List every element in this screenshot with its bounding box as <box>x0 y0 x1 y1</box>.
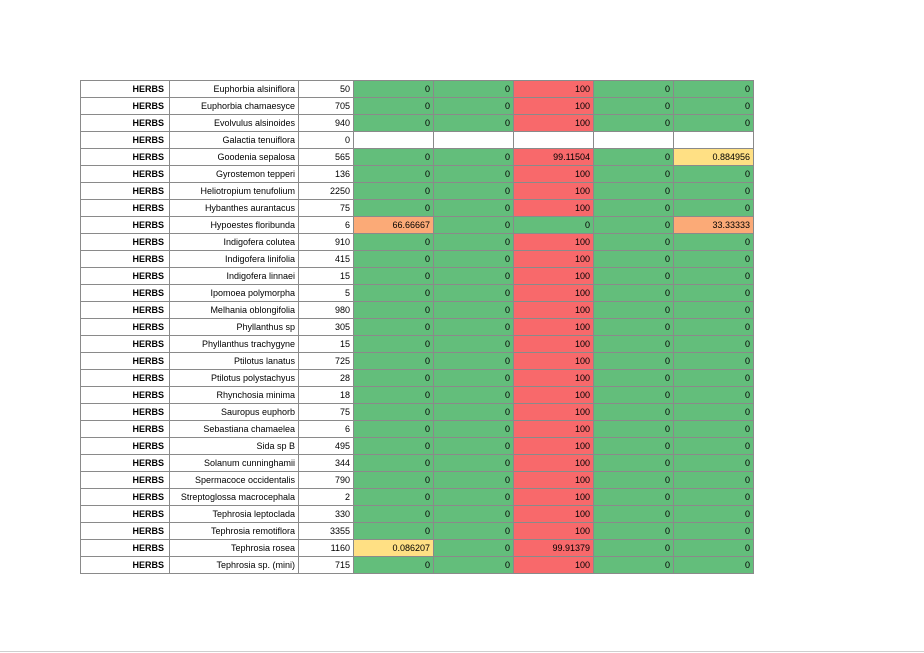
category-cell[interactable]: HERBS <box>81 438 170 455</box>
category-cell[interactable]: HERBS <box>81 472 170 489</box>
count-cell[interactable]: 940 <box>299 115 354 132</box>
percent-cell[interactable]: 0 <box>354 234 434 251</box>
percent-cell[interactable] <box>354 132 434 149</box>
percent-cell[interactable]: 66.66667 <box>354 217 434 234</box>
percent-cell[interactable]: 0 <box>674 81 754 98</box>
percent-cell[interactable]: 0 <box>674 438 754 455</box>
species-cell[interactable]: Gyrostemon tepperi <box>170 166 299 183</box>
percent-cell[interactable]: 33.33333 <box>674 217 754 234</box>
percent-cell[interactable]: 100 <box>514 81 594 98</box>
percent-cell[interactable] <box>594 132 674 149</box>
percent-cell[interactable]: 0 <box>354 268 434 285</box>
percent-cell[interactable]: 0 <box>674 336 754 353</box>
count-cell[interactable]: 705 <box>299 98 354 115</box>
count-cell[interactable]: 0 <box>299 132 354 149</box>
percent-cell[interactable]: 0 <box>354 98 434 115</box>
percent-cell[interactable]: 0.086207 <box>354 540 434 557</box>
percent-cell[interactable]: 0 <box>674 557 754 574</box>
species-cell[interactable]: Rhynchosia minima <box>170 387 299 404</box>
category-cell[interactable]: HERBS <box>81 557 170 574</box>
table-row <box>81 81 754 98</box>
percent-cell[interactable]: 0 <box>434 115 514 132</box>
percent-cell[interactable]: 0 <box>594 217 674 234</box>
page-bottom-divider <box>0 651 924 652</box>
count-cell[interactable]: 15 <box>299 268 354 285</box>
percent-cell[interactable]: 0 <box>674 370 754 387</box>
category-cell[interactable]: HERBS <box>81 132 170 149</box>
species-cell[interactable]: Heliotropium tenufolium <box>170 183 299 200</box>
percent-cell[interactable]: 0 <box>434 489 514 506</box>
table-row <box>81 540 754 557</box>
percent-cell[interactable]: 0 <box>434 557 514 574</box>
percent-cell[interactable]: 0 <box>674 506 754 523</box>
percent-cell[interactable]: 100 <box>514 387 594 404</box>
percent-cell[interactable]: 99.11504 <box>514 149 594 166</box>
percent-cell[interactable]: 0 <box>674 166 754 183</box>
species-cell[interactable]: Ipomoea polymorpha <box>170 285 299 302</box>
percent-cell[interactable]: 0 <box>354 353 434 370</box>
category-cell[interactable]: HERBS <box>81 166 170 183</box>
count-cell[interactable]: 75 <box>299 404 354 421</box>
category-cell[interactable]: HERBS <box>81 285 170 302</box>
count-cell[interactable]: 330 <box>299 506 354 523</box>
category-cell[interactable]: HERBS <box>81 523 170 540</box>
table-row <box>81 115 754 132</box>
count-cell[interactable]: 715 <box>299 557 354 574</box>
percent-cell[interactable]: 0 <box>594 472 674 489</box>
table-row <box>81 132 754 149</box>
percent-cell[interactable]: 100 <box>514 285 594 302</box>
table-row <box>81 489 754 506</box>
category-cell[interactable]: HERBS <box>81 234 170 251</box>
table-row <box>81 421 754 438</box>
percent-cell[interactable]: 0 <box>434 183 514 200</box>
table-row <box>81 370 754 387</box>
percent-cell[interactable]: 0 <box>354 166 434 183</box>
percent-cell[interactable]: 0 <box>354 438 434 455</box>
table-row <box>81 438 754 455</box>
percent-cell[interactable]: 0 <box>594 251 674 268</box>
table-row <box>81 336 754 353</box>
table-row <box>81 472 754 489</box>
category-cell[interactable]: HERBS <box>81 98 170 115</box>
percent-cell[interactable]: 0 <box>434 353 514 370</box>
percent-cell[interactable]: 0 <box>674 98 754 115</box>
table-row <box>81 455 754 472</box>
category-cell[interactable]: HERBS <box>81 370 170 387</box>
percent-cell[interactable]: 0 <box>354 387 434 404</box>
category-cell[interactable]: HERBS <box>81 268 170 285</box>
percent-cell[interactable]: 0 <box>594 523 674 540</box>
percent-cell[interactable]: 0 <box>674 200 754 217</box>
percent-cell[interactable]: 0 <box>434 81 514 98</box>
table-row <box>81 166 754 183</box>
percent-cell[interactable]: 0 <box>674 353 754 370</box>
category-cell[interactable]: HERBS <box>81 353 170 370</box>
percent-cell[interactable]: 100 <box>514 455 594 472</box>
species-cell[interactable]: Indigofera linnaei <box>170 268 299 285</box>
percent-cell[interactable]: 0 <box>354 200 434 217</box>
percent-cell[interactable]: 0 <box>594 489 674 506</box>
table-row <box>81 353 754 370</box>
species-cell[interactable]: Evolvulus alsinoides <box>170 115 299 132</box>
percent-cell[interactable]: 0 <box>674 319 754 336</box>
percent-cell[interactable]: 0 <box>674 489 754 506</box>
percent-cell[interactable]: 0 <box>434 421 514 438</box>
percent-cell[interactable]: 0 <box>354 523 434 540</box>
table-row <box>81 268 754 285</box>
percent-cell[interactable]: 100 <box>514 370 594 387</box>
count-cell[interactable]: 1160 <box>299 540 354 557</box>
percent-cell[interactable]: 0 <box>354 557 434 574</box>
percent-cell[interactable]: 0 <box>594 370 674 387</box>
species-cell[interactable]: Tephrosia rosea <box>170 540 299 557</box>
percent-cell[interactable]: 0 <box>434 455 514 472</box>
percent-cell[interactable]: 0 <box>594 387 674 404</box>
percent-cell[interactable]: 0 <box>354 506 434 523</box>
percent-cell[interactable]: 0 <box>434 98 514 115</box>
percent-cell[interactable]: 0 <box>434 438 514 455</box>
percent-cell[interactable]: 100 <box>514 302 594 319</box>
percent-cell[interactable]: 0 <box>594 98 674 115</box>
percent-cell[interactable]: 0 <box>594 336 674 353</box>
species-cell[interactable]: Hypoestes floribunda <box>170 217 299 234</box>
percent-cell[interactable]: 100 <box>514 557 594 574</box>
percent-cell[interactable]: 100 <box>514 166 594 183</box>
percent-cell[interactable]: 0 <box>594 285 674 302</box>
species-cell[interactable]: Tephrosia leptoclada <box>170 506 299 523</box>
percent-cell[interactable]: 0 <box>354 336 434 353</box>
count-cell[interactable]: 28 <box>299 370 354 387</box>
category-cell[interactable]: HERBS <box>81 302 170 319</box>
table-row <box>81 404 754 421</box>
species-cell[interactable]: Spermacoce occidentalis <box>170 472 299 489</box>
percent-cell[interactable]: 100 <box>514 472 594 489</box>
percent-cell[interactable]: 0 <box>594 557 674 574</box>
percent-cell[interactable]: 0 <box>674 404 754 421</box>
category-cell[interactable]: HERBS <box>81 540 170 557</box>
table-row <box>81 319 754 336</box>
species-cell[interactable]: Melhania oblongifolia <box>170 302 299 319</box>
percent-cell[interactable]: 0 <box>354 370 434 387</box>
category-cell[interactable]: HERBS <box>81 387 170 404</box>
percent-cell[interactable]: 0 <box>594 319 674 336</box>
count-cell[interactable]: 50 <box>299 81 354 98</box>
percent-cell[interactable]: 0 <box>674 540 754 557</box>
percent-cell[interactable]: 0 <box>434 200 514 217</box>
species-cell[interactable]: Goodenia sepalosa <box>170 149 299 166</box>
percent-cell[interactable]: 0 <box>354 404 434 421</box>
count-cell[interactable]: 15 <box>299 336 354 353</box>
category-cell[interactable]: HERBS <box>81 149 170 166</box>
table-row <box>81 523 754 540</box>
percent-cell[interactable]: 100 <box>514 251 594 268</box>
percent-cell[interactable]: 0 <box>434 370 514 387</box>
species-cell[interactable]: Ptilotus lanatus <box>170 353 299 370</box>
category-cell[interactable]: HERBS <box>81 421 170 438</box>
table-row <box>81 98 754 115</box>
species-cell[interactable]: Hybanthes aurantacus <box>170 200 299 217</box>
category-cell[interactable]: HERBS <box>81 217 170 234</box>
count-cell[interactable]: 495 <box>299 438 354 455</box>
species-cell[interactable]: Euphorbia alsiniflora <box>170 81 299 98</box>
percent-cell[interactable]: 100 <box>514 506 594 523</box>
percent-cell[interactable]: 0 <box>674 115 754 132</box>
table-row <box>81 251 754 268</box>
species-cell[interactable]: Sauropus euphorb <box>170 404 299 421</box>
percent-cell[interactable]: 0 <box>674 302 754 319</box>
percent-cell[interactable] <box>514 132 594 149</box>
count-cell[interactable]: 6 <box>299 421 354 438</box>
percent-cell[interactable]: 100 <box>514 353 594 370</box>
percent-cell[interactable]: 0 <box>594 404 674 421</box>
percent-cell[interactable]: 0 <box>434 217 514 234</box>
count-cell[interactable]: 344 <box>299 455 354 472</box>
table-row <box>81 506 754 523</box>
species-cell[interactable]: Tephrosia remotiflora <box>170 523 299 540</box>
count-cell[interactable]: 980 <box>299 302 354 319</box>
percent-cell[interactable]: 0 <box>594 183 674 200</box>
percent-cell[interactable]: 0 <box>434 285 514 302</box>
percent-cell[interactable]: 0 <box>594 81 674 98</box>
count-cell[interactable]: 75 <box>299 200 354 217</box>
percent-cell[interactable]: 0 <box>434 387 514 404</box>
species-cell[interactable]: Sida sp B <box>170 438 299 455</box>
category-cell[interactable]: HERBS <box>81 115 170 132</box>
percent-cell[interactable]: 0 <box>354 421 434 438</box>
percent-cell[interactable]: 0 <box>594 455 674 472</box>
count-cell[interactable]: 725 <box>299 353 354 370</box>
percent-cell[interactable]: 100 <box>514 336 594 353</box>
species-cell[interactable]: Euphorbia chamaesyce <box>170 98 299 115</box>
table-row <box>81 285 754 302</box>
percent-cell[interactable]: 0 <box>434 472 514 489</box>
percent-cell[interactable]: 0 <box>354 115 434 132</box>
category-cell[interactable]: HERBS <box>81 404 170 421</box>
percent-cell[interactable]: 0 <box>434 268 514 285</box>
table-row <box>81 217 754 234</box>
category-cell[interactable]: HERBS <box>81 251 170 268</box>
percent-cell[interactable] <box>674 132 754 149</box>
count-cell[interactable]: 305 <box>299 319 354 336</box>
percent-cell[interactable]: 100 <box>514 319 594 336</box>
count-cell[interactable]: 910 <box>299 234 354 251</box>
percent-cell[interactable]: 0 <box>594 506 674 523</box>
percent-cell[interactable]: 99.91379 <box>514 540 594 557</box>
table-row <box>81 557 754 574</box>
percent-cell[interactable]: 0 <box>594 200 674 217</box>
percent-cell[interactable]: 0 <box>594 166 674 183</box>
percent-cell[interactable]: 0 <box>594 268 674 285</box>
percent-cell[interactable]: 0 <box>354 81 434 98</box>
table-row <box>81 200 754 217</box>
percent-cell[interactable]: 100 <box>514 234 594 251</box>
species-cell[interactable]: Streptoglossa macrocephala <box>170 489 299 506</box>
percent-cell[interactable]: 0 <box>674 472 754 489</box>
count-cell[interactable]: 136 <box>299 166 354 183</box>
category-cell[interactable]: HERBS <box>81 200 170 217</box>
percent-cell[interactable]: 0 <box>354 285 434 302</box>
percent-cell[interactable]: 0 <box>434 302 514 319</box>
percent-cell[interactable]: 0 <box>354 489 434 506</box>
percent-cell[interactable]: 0 <box>354 251 434 268</box>
species-cell[interactable]: Ptilotus polystachyus <box>170 370 299 387</box>
species-cell[interactable]: Solanum cunninghamii <box>170 455 299 472</box>
percent-cell[interactable]: 100 <box>514 438 594 455</box>
percent-cell[interactable]: 0 <box>354 183 434 200</box>
percent-cell[interactable]: 0 <box>594 149 674 166</box>
percent-cell[interactable]: 0 <box>594 302 674 319</box>
category-cell[interactable]: HERBS <box>81 336 170 353</box>
category-cell[interactable]: HERBS <box>81 489 170 506</box>
percent-cell[interactable]: 100 <box>514 200 594 217</box>
category-cell[interactable]: HERBS <box>81 183 170 200</box>
percent-cell[interactable]: 100 <box>514 523 594 540</box>
species-cell[interactable]: Indigofera colutea <box>170 234 299 251</box>
count-cell[interactable]: 2 <box>299 489 354 506</box>
percent-cell[interactable]: 100 <box>514 115 594 132</box>
percent-cell[interactable]: 0 <box>434 523 514 540</box>
count-cell[interactable]: 2250 <box>299 183 354 200</box>
percent-cell[interactable]: 0 <box>674 421 754 438</box>
count-cell[interactable]: 18 <box>299 387 354 404</box>
percent-cell[interactable]: 0 <box>594 421 674 438</box>
percent-cell[interactable]: 0 <box>674 455 754 472</box>
percent-cell[interactable]: 0 <box>594 438 674 455</box>
percent-cell[interactable]: 0 <box>674 523 754 540</box>
percent-cell[interactable]: 0 <box>434 234 514 251</box>
percent-cell[interactable]: 0 <box>434 319 514 336</box>
percent-cell[interactable]: 0 <box>434 336 514 353</box>
percent-cell[interactable]: 0 <box>434 251 514 268</box>
percent-cell[interactable]: 100 <box>514 404 594 421</box>
species-cell[interactable]: Tephrosia sp. (mini) <box>170 557 299 574</box>
percent-cell[interactable]: 0 <box>354 149 434 166</box>
percent-cell[interactable]: 0 <box>434 166 514 183</box>
percent-cell[interactable]: 0 <box>434 149 514 166</box>
percent-cell[interactable]: 0 <box>594 540 674 557</box>
species-cell[interactable]: Galactia tenuiflora <box>170 132 299 149</box>
table-row <box>81 183 754 200</box>
percent-cell[interactable]: 0 <box>674 268 754 285</box>
percent-cell[interactable]: 0 <box>674 234 754 251</box>
category-cell[interactable]: HERBS <box>81 455 170 472</box>
percent-cell[interactable]: 0 <box>354 319 434 336</box>
species-cell[interactable]: Sebastiana chamaelea <box>170 421 299 438</box>
percent-cell[interactable]: 0 <box>594 234 674 251</box>
table-row <box>81 387 754 404</box>
percent-cell[interactable]: 100 <box>514 268 594 285</box>
count-cell[interactable]: 415 <box>299 251 354 268</box>
table-row <box>81 302 754 319</box>
percent-cell[interactable]: 0 <box>674 285 754 302</box>
data-table <box>80 80 754 574</box>
category-cell[interactable]: HERBS <box>81 506 170 523</box>
table-row <box>81 234 754 251</box>
species-cell[interactable]: Phyllanthus trachygyne <box>170 336 299 353</box>
table-row <box>81 149 754 166</box>
category-cell[interactable]: HERBS <box>81 81 170 98</box>
percent-cell[interactable]: 0 <box>514 217 594 234</box>
percent-cell[interactable]: 0 <box>434 404 514 421</box>
percent-cell[interactable]: 0 <box>674 387 754 404</box>
percent-cell[interactable]: 100 <box>514 421 594 438</box>
percent-cell[interactable]: 0 <box>354 455 434 472</box>
count-cell[interactable]: 6 <box>299 217 354 234</box>
table-body <box>81 81 754 574</box>
percent-cell[interactable]: 100 <box>514 489 594 506</box>
percent-cell[interactable]: 0 <box>594 115 674 132</box>
count-cell[interactable]: 5 <box>299 285 354 302</box>
species-cell[interactable]: Indigofera linifolia <box>170 251 299 268</box>
percent-cell[interactable] <box>434 132 514 149</box>
percent-cell[interactable]: 0 <box>434 506 514 523</box>
percent-cell[interactable]: 0 <box>674 251 754 268</box>
count-cell[interactable]: 565 <box>299 149 354 166</box>
species-cell[interactable]: Phyllanthus sp <box>170 319 299 336</box>
percent-cell[interactable]: 0 <box>354 302 434 319</box>
percent-cell[interactable]: 100 <box>514 183 594 200</box>
percent-cell[interactable]: 100 <box>514 98 594 115</box>
percent-cell[interactable]: 0.884956 <box>674 149 754 166</box>
count-cell[interactable]: 790 <box>299 472 354 489</box>
percent-cell[interactable]: 0 <box>674 183 754 200</box>
percent-cell[interactable]: 0 <box>354 472 434 489</box>
count-cell[interactable]: 3355 <box>299 523 354 540</box>
percent-cell[interactable]: 0 <box>434 540 514 557</box>
category-cell[interactable]: HERBS <box>81 319 170 336</box>
percent-cell[interactable]: 0 <box>594 353 674 370</box>
